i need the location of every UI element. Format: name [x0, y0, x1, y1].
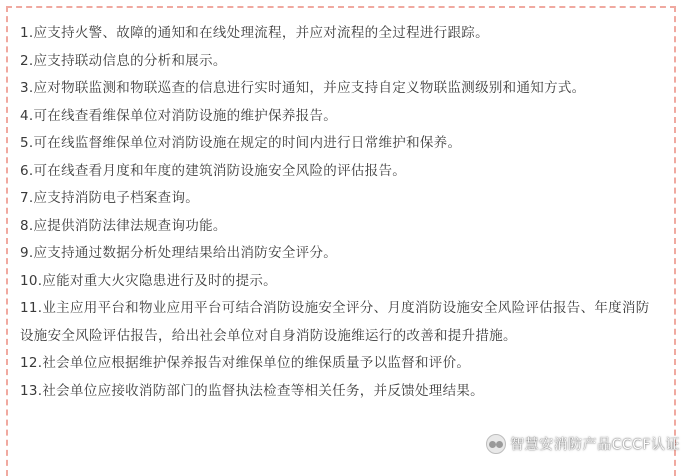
list-item: 9.应支持通过数据分析处理结果给出消防安全评分。: [20, 240, 660, 268]
content-frame: [6, 6, 676, 476]
wechat-icon: [486, 434, 506, 454]
requirements-list: [20, 20, 660, 405]
list-item: 10.应能对重大火灾隐患进行及时的提示。: [20, 268, 660, 296]
watermark-text: 智慧安消防产品CCCF认证: [510, 434, 680, 454]
list-item: 6.可在线查看月度和年度的建筑消防设施安全风险的评估报告。: [20, 158, 660, 186]
list-item: 13.社会单位应接收消防部门的监督执法检查等相关任务，并反馈处理结果。: [20, 378, 660, 406]
list-item: 3.应对物联监测和物联巡查的信息进行实时通知，并应支持自定义物联监测级别和通知方式。: [20, 75, 660, 103]
watermark: [486, 434, 680, 454]
list-item: 12.社会单位应根据维护保养报告对维保单位的维保质量予以监督和评价。: [20, 350, 660, 378]
list-item: 1.应支持火警、故障的通知和在线处理流程，并应对流程的全过程进行跟踪。: [20, 20, 660, 48]
list-item: 7.应支持消防电子档案查询。: [20, 185, 660, 213]
list-item: 11.业主应用平台和物业应用平台可结合消防设施安全评分、月度消防设施安全风险评估报告、年度消防设施安全风险评估报告，给出社会单位对自身消防设施维运行的改善和提升措施。: [20, 295, 660, 350]
list-item: 2.应支持联动信息的分析和展示。: [20, 48, 660, 76]
list-item: 4.可在线查看维保单位对消防设施的维护保养报告。: [20, 103, 660, 131]
list-item: 8.应提供消防法律法规查询功能。: [20, 213, 660, 241]
list-item: 5.可在线监督维保单位对消防设施在规定的时间内进行日常维护和保养。: [20, 130, 660, 158]
